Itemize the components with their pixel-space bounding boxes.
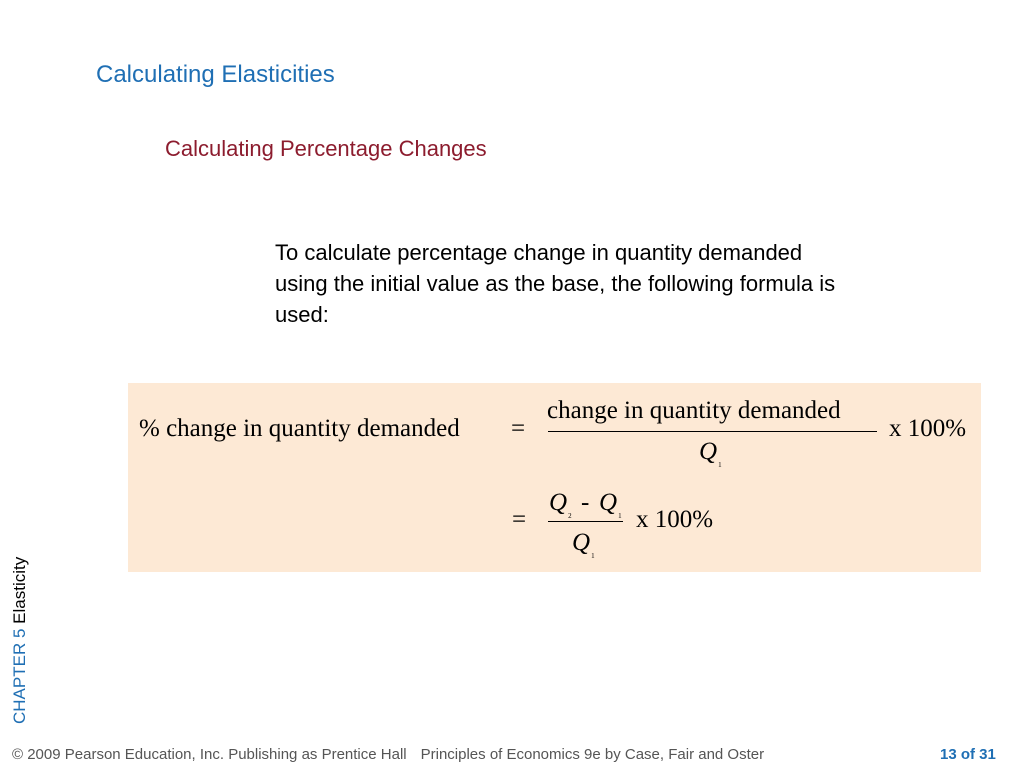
footer-copyright: © 2009 Pearson Education, Inc. Publishing as Prentice Hall — [12, 746, 407, 763]
formula-lhs: % change in quantity demanded — [139, 415, 460, 442]
section-title: Calculating Percentage Changes — [165, 136, 487, 161]
formula-q1: $Q_1$ — [599, 489, 622, 520]
formula-multiplier-2: x 100% — [636, 506, 714, 533]
footer-book: Principles of Economics 9e by Case, Fair and Oster — [420, 746, 765, 763]
fraction-bar-1 — [548, 431, 877, 432]
formula-q2: $Q_2$ — [549, 489, 572, 520]
footer — [12, 746, 764, 763]
formula-minus: - — [581, 489, 590, 516]
chapter-topic: Elasticity — [10, 556, 29, 624]
formula-box — [128, 383, 981, 572]
formula-equals-2: = — [512, 506, 527, 533]
formula-multiplier-1: x 100% — [889, 415, 967, 442]
formula-equals-1: = — [511, 415, 526, 442]
formula-numerator-1: change in quantity demanded — [547, 397, 841, 424]
body-text: To calculate percentage change in quantity demanded using the initial value as the base, the following formula is used: — [275, 240, 836, 327]
page-number: 13 of 31 — [940, 746, 996, 763]
slide-title: Calculating Elasticities — [96, 61, 335, 88]
chapter-label — [10, 557, 30, 724]
formula-denominator-2: $Q_1$ — [572, 529, 595, 560]
fraction-bar-2 — [548, 521, 623, 522]
formula-denominator-1: $Q_1$ — [699, 438, 722, 469]
chapter-number: CHAPTER 5 — [10, 628, 29, 724]
